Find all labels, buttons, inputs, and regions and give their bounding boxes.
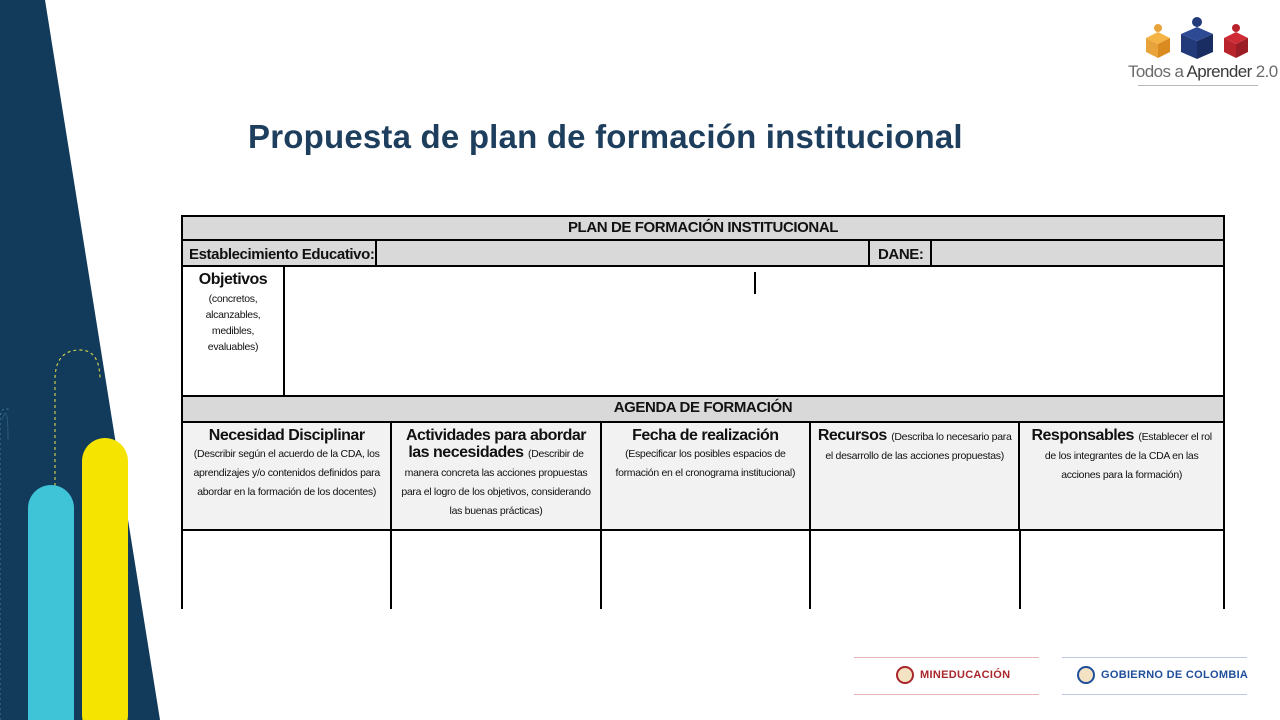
column-title: Fecha de realización xyxy=(632,427,779,444)
gobierno-label: GOBIERNO DE COLOMBIA xyxy=(1101,669,1249,681)
column-responsables xyxy=(1020,423,1223,529)
objetivos-hint: (concretos, alcanzables, medibles, evaluables) xyxy=(205,293,261,353)
column-title: Responsables xyxy=(1031,427,1134,444)
divider xyxy=(868,241,870,267)
establecimiento-field[interactable] xyxy=(377,243,868,265)
logo-text: Todos a Aprender 2.0 xyxy=(1128,62,1278,81)
cell-actividades[interactable] xyxy=(392,531,601,609)
agenda-columns-header xyxy=(181,423,1225,531)
column-necesidad xyxy=(183,423,392,529)
objetivos-label: Objetivos xyxy=(198,271,268,288)
column-fecha xyxy=(602,423,811,529)
cell-recursos[interactable] xyxy=(811,531,1020,609)
mineducacion-logo xyxy=(854,657,1039,695)
plan-formacion-table xyxy=(181,215,1225,609)
objetivos-label-cell xyxy=(183,271,283,391)
dane-label: DANE: xyxy=(878,246,924,263)
logo-cubes-icon xyxy=(1128,14,1270,64)
column-description: (Establecer el rol de los integrantes de la CDA en las acciones para la formación) xyxy=(1044,431,1212,481)
left-decoration xyxy=(0,0,200,720)
column-title: Recursos xyxy=(817,427,887,444)
column-title: Actividades para abordar las necesidades xyxy=(405,427,587,461)
column-description: (Describir de manera concreta las acciones propuestas para el logro de los objetivos, considerando las buenas prácticas) xyxy=(401,448,591,517)
mineducacion-label: MINEDUCACIÓN xyxy=(920,669,1011,681)
column-description: (Describa lo necesario para el desarrollo de las acciones propuestas) xyxy=(825,431,1012,462)
column-actividades xyxy=(392,423,601,529)
todos-a-aprender-logo xyxy=(1128,14,1278,94)
gobierno-logo xyxy=(1062,657,1247,695)
establecimiento-label: Establecimiento Educativo: xyxy=(189,246,375,263)
column-description: (Describir según el acuerdo de la CDA, los aprendizajes y/o contenidos definidos para abordar en la formación de los docentes) xyxy=(193,448,380,498)
cell-fecha[interactable] xyxy=(602,531,811,609)
logo-underline xyxy=(1138,85,1258,86)
dane-field[interactable] xyxy=(932,243,1223,265)
plan-header: PLAN DE FORMACIÓN INSTITUCIONAL xyxy=(181,215,1225,241)
agenda-header: AGENDA DE FORMACIÓN xyxy=(181,397,1225,423)
agenda-body xyxy=(181,531,1225,609)
column-description: (Especificar los posibles espacios de formación en el cronograma institucional) xyxy=(615,448,796,479)
cell-responsables[interactable] xyxy=(1021,531,1223,609)
text-cursor xyxy=(754,272,756,294)
cell-necesidad[interactable] xyxy=(183,531,392,609)
column-title: Necesidad Disciplinar xyxy=(208,427,365,444)
colombia-seal-icon xyxy=(1077,666,1095,684)
column-recursos xyxy=(811,423,1020,529)
slide-title: Propuesta de plan de formación institucional xyxy=(248,118,963,155)
colombia-seal-icon xyxy=(896,666,914,684)
